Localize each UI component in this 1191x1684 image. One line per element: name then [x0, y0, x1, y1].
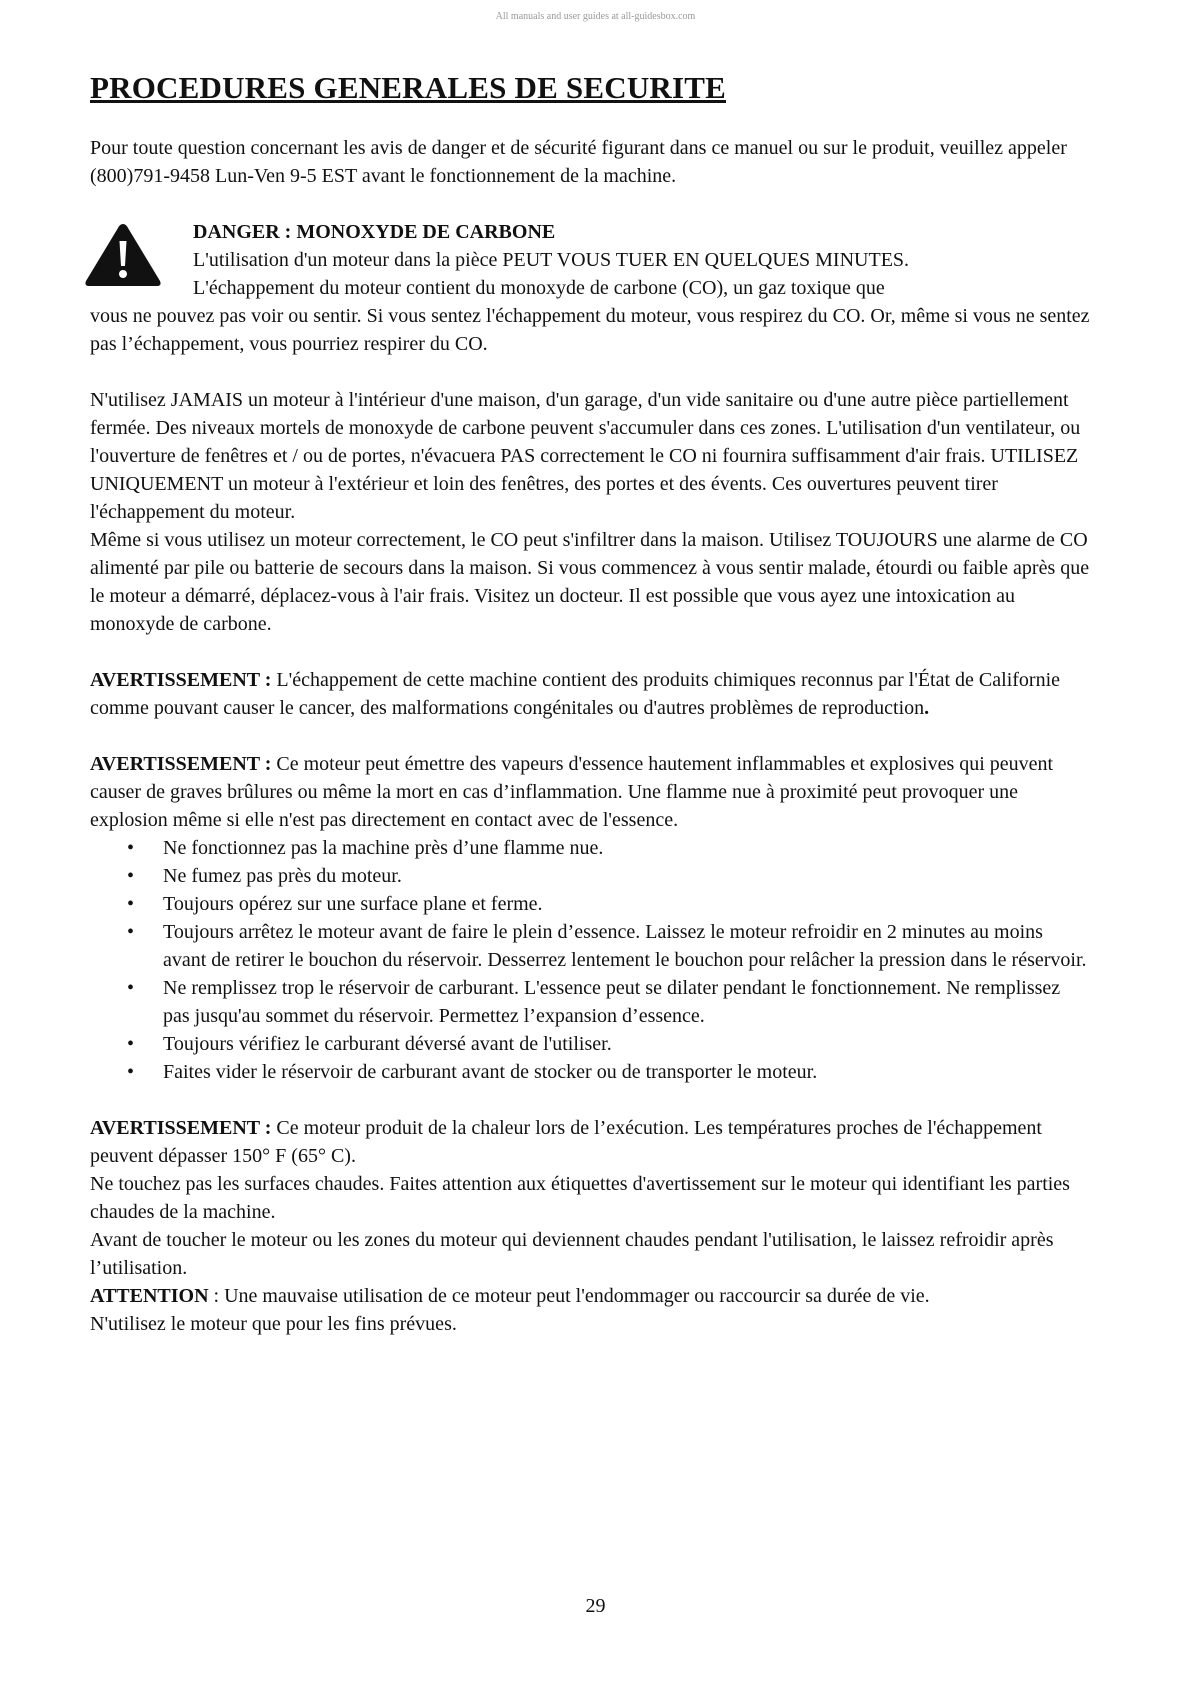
intro-paragraph: Pour toute question concernant les avis de danger et de sécurité figurant dans ce manuel ou sur le produit, veuillez appeler (800)791-9458 Lun-Ven 9-5 EST avant le fonctionnement de la machine. — [90, 137, 1067, 187]
list-item — [90, 890, 1090, 918]
attention-label: ATTENTION — [90, 1285, 209, 1307]
cool-down-paragraph: Avant de toucher le moteur ou les zones du moteur qui deviennent chaudes pendant l'utilisation, le laissez refroidir après l’utilisation. — [90, 1229, 1054, 1279]
danger-heading: DANGER : MONOXYDE DE CARBONE — [193, 221, 556, 243]
california-warning — [90, 666, 1090, 722]
bullet-icon: • — [127, 893, 135, 915]
warning-period: . — [924, 697, 930, 719]
attention-text: : Une mauvaise utilisation de ce moteur peut l'endommager ou raccourcir sa durée de vie. — [208, 1285, 930, 1307]
list-item-text: Toujours opérez sur une surface plane et ferme. — [163, 893, 543, 915]
list-item-text: Toujours arrêtez le moteur avant de faire le plein d’essence. Laissez le moteur refroidir en 2 minutes au moins avant de retirer le bouchon du réservoir. Desserrez lentement le bouchon pour relâcher la pression dans le réservoir. — [163, 921, 1087, 971]
list-item-text: Ne fumez pas près du moteur. — [163, 865, 402, 887]
danger-block — [90, 218, 1090, 358]
danger-indented-lines — [90, 218, 1090, 302]
list-item-text: Faites vider le réservoir de carburant avant de stocker ou de transporter le moteur. — [163, 1061, 818, 1083]
bullet-icon: • — [127, 921, 135, 943]
warning-text: Ce moteur peut émettre des vapeurs d'essence hautement inflammables et explosives qui peuvent causer de graves brûlures ou même la mort en cas d’inflammation. Une flamme nue à proximité peut provoquer une explosion même si elle n'est pas directement en contact avec de l'essence. — [90, 753, 1054, 831]
fuel-warning-list — [90, 834, 1090, 1086]
list-item-text: Ne remplissez trop le réservoir de carburant. L'essence peut se dilater pendant le fonctionnement. Ne remplissez pas jusqu'au sommet du réservoir. Permettez l’expansion d’essence. — [163, 977, 1061, 1027]
intended-use-line: N'utilisez le moteur que pour les fins prévues. — [90, 1313, 457, 1335]
bullet-icon: • — [127, 1061, 135, 1083]
warning-label: AVERTISSEMENT : — [90, 1117, 272, 1139]
heat-warning — [90, 1114, 1090, 1170]
indoor-use-paragraph: N'utilisez JAMAIS un moteur à l'intérieur d'une maison, d'un garage, d'un vide sanitaire ou d'une autre pièce partiellement fermée. Des niveaux mortels de monoxyde de carbone peuvent s'accumuler dans ces zones. L'utilisation d'un ventilateur, ou l'ouverture de fenêtres et / ou de portes, n'évacuera PAS correctement le CO ni fournira suffisamment d'air frais. UTILISEZ UNIQUEMENT un moteur à l'extérieur et loin des fenêtres, des portes et des évents. Ces ouvertures peuvent tirer l'échappement du moteur. — [90, 389, 1081, 523]
danger-paragraph-rest: vous ne pouvez pas voir ou sentir. Si vous sentez l'échappement du moteur, vous respirez du CO. Or, même si vous ne sentez pas l’échappement, vous pourriez respirer du CO. — [90, 305, 1090, 355]
warning-label: AVERTISSEMENT : — [90, 753, 272, 775]
bullet-icon: • — [127, 837, 135, 859]
warning-text: Ce moteur produit de la chaleur lors de l’exécution. Les températures proches de l'échappement peuvent dépasser 150° F (65° C). — [90, 1117, 1042, 1167]
danger-line-1: L'utilisation d'un moteur dans la pièce PEUT VOUS TUER EN QUELQUES MINUTES. — [193, 249, 910, 271]
fuel-warning — [90, 750, 1090, 834]
attention-paragraph — [90, 1282, 1090, 1310]
page-title: PROCEDURES GENERALES DE SECURITE — [90, 70, 727, 105]
watermark: All manuals and user guides at all-guidesbox.com — [495, 11, 696, 22]
page-content — [90, 68, 1090, 1338]
co-alarm-paragraph: Même si vous utilisez un moteur correctement, le CO peut s'infiltrer dans la maison. Utilisez TOUJOURS une alarme de CO alimenté par pile ou batterie de secours dans la maison. Si vous commencez à vous sentir malade, étourdi ou faible après que le moteur a démarré, déplacez-vous à l'air frais. Visitez un docteur. Il est possible que vous ayez une intoxication au monoxyde de carbone. — [90, 529, 1090, 635]
list-item-text: Ne fonctionnez pas la machine près d’une flamme nue. — [163, 837, 604, 859]
bullet-icon: • — [127, 1033, 135, 1055]
list-item — [90, 918, 1090, 974]
list-item-text: Toujours vérifiez le carburant déversé avant de l'utiliser. — [163, 1033, 612, 1055]
page-number: 29 — [585, 1595, 606, 1617]
bullet-icon: • — [127, 977, 135, 999]
list-item — [90, 834, 1090, 862]
list-item — [90, 1058, 1090, 1086]
list-item — [90, 1030, 1090, 1058]
bullet-icon: • — [127, 865, 135, 887]
list-item — [90, 974, 1090, 1030]
danger-line-2: L'échappement du moteur contient du monoxyde de carbone (CO), un gaz toxique que — [193, 277, 885, 299]
warning-label: AVERTISSEMENT : — [90, 669, 272, 691]
hot-surfaces-paragraph: Ne touchez pas les surfaces chaudes. Faites attention aux étiquettes d'avertissement sur le moteur qui identifiant les parties chaudes de la machine. — [90, 1173, 1070, 1223]
warning-text: L'échappement de cette machine contient des produits chimiques reconnus par l'État de Californie comme pouvant causer le cancer, des malformations congénitales ou d'autres problèmes de reproduction — [90, 669, 1060, 719]
warning-triangle-icon — [83, 221, 163, 289]
list-item — [90, 862, 1090, 890]
